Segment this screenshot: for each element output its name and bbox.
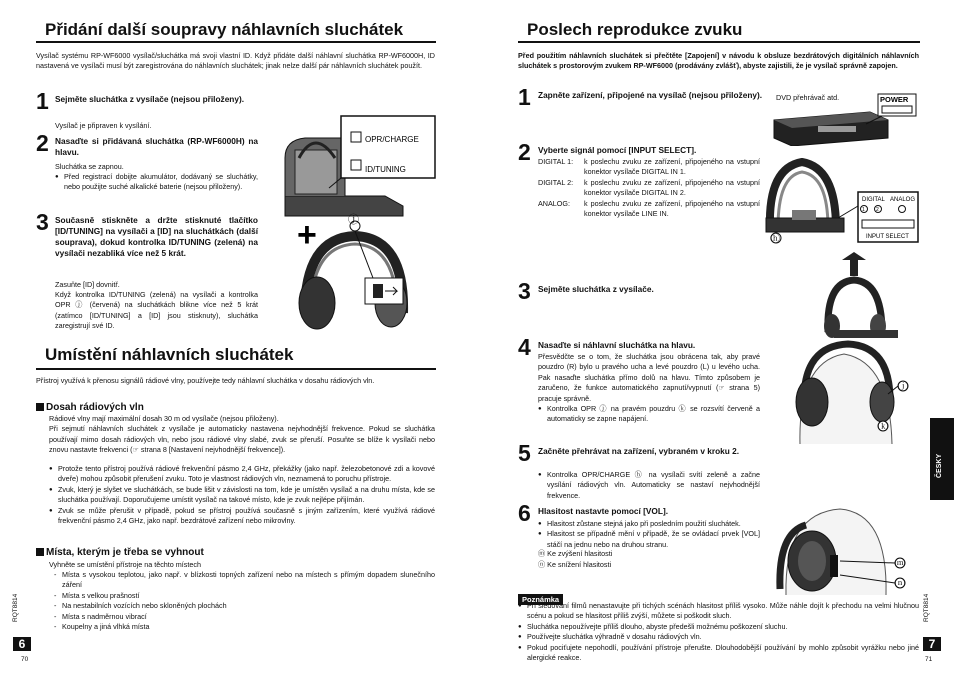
input-select-figure: [762, 148, 922, 248]
step3-note1: Zasuňte [ID] dovnitř.: [55, 280, 120, 289]
avoid-item: - Koupelny a jiná vlhká místa: [49, 622, 435, 632]
title-rule-2: [36, 368, 436, 370]
step1-title-right: Zapněte zařízení, připojené na vysílač (nejsou přiloženy).: [538, 90, 763, 100]
step2-title: Nasaďte si přidávaná sluchátka (RP-WF6000H) na hlavu.: [55, 136, 258, 157]
analog-label: ANALOG: [890, 197, 916, 203]
j-marker-right: ⓙ: [898, 382, 908, 393]
avoid-item: - Místa s velkou prašností: [49, 591, 435, 601]
step6-bullet: ● Hlasitost se případně mění v případě, že se ovládací prvek [VOL] stáčí na jednu nebo na druhou stranu.: [538, 529, 760, 550]
input-select-button: [862, 220, 914, 228]
input-list: [538, 157, 760, 219]
section-title-playback: Poslech reprodukce zvuku: [527, 20, 743, 39]
page-number-box-right: 7: [923, 637, 941, 651]
avoid-intro: Vyhněte se umístění přístroje na těchto místech: [49, 560, 201, 569]
note-item: ● Pokud pociťujete nepohodlí, používání přístroje přerušte. Dlouhodobější používání by mohlo způsobit vyrážku nebo jiné alergické reakce.: [518, 643, 919, 664]
dvd-label: DVD přehrávač atd.: [776, 93, 840, 102]
page-number-box-left: 6: [13, 637, 31, 651]
step-number-4-right: 4: [518, 334, 531, 360]
step6-title-right: Hlasitost nastavte pomocí [VOL].: [538, 506, 669, 516]
j-marker: ⓙ: [348, 214, 359, 226]
step4-text: Přesvědčte se o tom, že sluchátka jsou obrácena tak, aby pravé pouzdro (R) bylo u pravého ucha a levé pouzdro (L) u levého ucha. Pak nasaďte sluchátka přímo dolů na hlavu. Tímto způsobem je zaručeno, že funkce automatického zapnutí/vypnutí (☞ strana 5) pracuje správně.: [538, 352, 760, 403]
avoid-item: - Místa s nadměrnou vibrací: [49, 612, 435, 622]
step5-bullet: ● Kontrolka OPR/CHARGE ⓗ na vysílači svítí zeleně a začne vysílání rádiových vln. Automaticky se nastaví nejvhodnější frekvence.: [538, 470, 760, 501]
range-bullet: ● Protože tento přístroj používá rádiové frekvenční pásmo 2,4 GHz, překážky (jako např. železobetonové zdi a kovové dveře) mohou způsobit přerušení zvuku. Toto je vlastnost rádiových vln, neznamená to poruchu přístroje.: [49, 464, 435, 485]
subheading-range: Dosah rádiových vln: [36, 402, 144, 413]
step3-note2: Když kontrolka ID/TUNING (zelená) na vysílači a kontrolka OPR ⓙ (červená) na sluchátkách blikne více než 5 krát (zatímco [ID/TUNING] a [ID] jsou stisknuty), sluchátka zaregistrují své ID.: [55, 290, 258, 331]
input-row: ANALOG: k poslechu zvuku ze zařízení, připojeného na vstupní konektor vysílače LINE IN.: [538, 198, 760, 219]
page-index-left: 70: [21, 656, 29, 663]
avoid-item: - Na nestabilních vozících nebo skloněných plochách: [49, 601, 435, 611]
note-item: ● Používejte sluchátka výhradně v dosahu rádiových vln.: [518, 632, 919, 642]
step-number-3: 3: [36, 209, 49, 235]
step6-bullets: [538, 519, 760, 550]
id-tuning-label: ID/TUNING: [365, 165, 406, 174]
step-number-1: 1: [36, 88, 49, 114]
plus-icon: +: [297, 216, 317, 254]
power-label: POWER: [880, 95, 909, 104]
note-heading: Poznámka: [518, 589, 563, 607]
step6-bullet: ● Hlasitost zůstane stejná jako při posledním použití sluchátek.: [538, 519, 760, 529]
range-bullets: [49, 464, 435, 526]
playback-intro: Před použitím náhlavních sluchátek si přečtěte [Zapojení] v návodu k obsluze bezdrátových digitálních náhlavních sluchátek s prostorovým zvukem RP-WF6000 (prodávány zvlášť), abyste zajistili, že je vysílač správně zapojen.: [518, 51, 919, 71]
step4-bullets: [538, 404, 760, 425]
step3-title-right: Sejměte sluchátka z vysílače.: [538, 284, 654, 294]
step-number-6-right: 6: [518, 500, 531, 526]
volume-up-note: ⓜ Ke zvýšení hlasitosti: [538, 549, 613, 558]
step2-bullet: ● Před registrací dobijte akumulátor, dodávaný se sluchátky, nebo použijte suché alkalické baterie (nejsou přiloženy).: [55, 172, 258, 193]
lift-headphones-figure: [820, 252, 902, 338]
step4-title-right: Nasaďte si náhlavní sluchátka na hlavu.: [538, 340, 696, 350]
step5-bullets: [538, 470, 760, 501]
step4-bullet: ● Kontrolka OPR ⓙ na pravém pouzdru ⓚ se rozsvítí červeně a automaticky se zapne napájení.: [538, 404, 760, 425]
step5-title-right: Začněte přehrávat na zařízení, vybraném v kroku 2.: [538, 446, 740, 456]
step-number-2: 2: [36, 130, 49, 156]
step2-note: Sluchátka se zapnou.: [55, 162, 124, 171]
note-list: [518, 601, 919, 663]
step1-note: Vysílač je připraven k vysílání.: [55, 121, 152, 130]
volume-down-note: ⓝ Ke snížení hlasitosti: [538, 560, 612, 569]
step-number-2-right: 2: [518, 139, 531, 165]
doc-code-right: RQT8814: [923, 593, 930, 622]
input-row: DIGITAL 2: k poslechu zvuku ze zařízení, připojeného na vstupní konektor vysílače DIGITAL IN 2.: [538, 177, 760, 198]
note-item: ● Při sledování filmů nenastavujte při tichých scénách hlasitost příliš vysoko. Může náhle dojít k přechodu na velmi hlučnou scénu a pokud se hlasitost příliš zvýší, můžete si poškodit sluch.: [518, 601, 919, 622]
k-marker: ⓚ: [878, 422, 888, 433]
step-number-3-right: 3: [518, 278, 531, 304]
range-text: Rádiové vlny mají maximální dosah 30 m od vysílače (nejsou přiloženy). Při sejmutí náhlavních sluchátek z vysílače je automaticky nastavena nejvhodnější frekvence. Pokud se sluchátka používají mimo dosah rádiových vln, nebo jsou rádiové vlny slabé, zvuk se přeruší. Posuňte se blíže k vysílači nebo znovu nastavte frekvenci (☞ strana 8 [Nastavení nejvhodnější frekvence]).: [49, 414, 435, 455]
digital-label: DIGITAL: [862, 197, 885, 203]
step-number-1-right: 1: [518, 84, 531, 110]
subheading-avoid: Místa, kterým je třeba se vyhnout: [36, 547, 204, 558]
note-item: ● Sluchátka nepoužívejte příliš dlouho, abyste předešli možnému poškození sluchu.: [518, 622, 919, 632]
step3-title: Současně stiskněte a držte stisknuté tlačítko [ID/TUNING] na vysílači a [ID] na sluchátkách (další souprava), dokud kontrolka ID/TUNING (zelená) na vysílači nezabliká více než 5 krát.: [55, 215, 258, 258]
section-title-adding: Přidání další soupravy náhlavních sluchátek: [45, 20, 404, 39]
range-bullet: ● Zvuk, který je slyšet ve sluchátkách, se bude lišit v závislosti na tom, kde je umístěn vysílač a na druhu místa, kde se sluchátka používají. Doporučujeme umístit vysílač na takové místo, kde je zvuk nejlépe přijímán.: [49, 485, 435, 506]
wearing-headphones-figure: [770, 340, 920, 448]
power-button: [882, 106, 912, 113]
opr-charge-label: OPR/CHARGE: [365, 135, 419, 144]
step2-title-right: Vyberte signál pomocí [INPUT SELECT].: [538, 145, 697, 155]
step-number-5-right: 5: [518, 440, 531, 466]
section-title-placement: Umístění náhlavních sluchátek: [45, 345, 294, 364]
title-rule-right: [518, 41, 920, 43]
page-index-right: 71: [925, 656, 933, 663]
language-tab: ČESKY: [930, 418, 954, 500]
digital-2-label: 2: [876, 207, 879, 213]
digital-1-label: 1: [862, 207, 865, 213]
intro-text: Vysílač systému RP-WF6000 vysílač/sluchátka má svoji vlastní ID. Když přidáte další náhlavní sluchátka RP-WF6000H, ID nastavená ve vysílači musí být zaregistrována do náhlavních sluchátek; jinak nelze další pár náhlavních sluchátek použít.: [36, 51, 435, 71]
range-bullet: ● Zvuk se může přerušit v případě, pokud se přístroj používá současně s jiným zařízením, které využívá rádiové frekvenční pásmo 2,4 GHz, jako např. bezdrátové zařízení nebo mikrovlny.: [49, 506, 435, 527]
step2-bullets: [55, 172, 258, 193]
n-marker: ⓝ: [895, 579, 905, 590]
up-arrow-icon: [842, 252, 866, 276]
input-select-label: INPUT SELECT: [866, 234, 909, 240]
dvd-player-figure: [770, 90, 920, 146]
title-rule: [36, 41, 436, 43]
avoid-item: - Místa s vysokou teplotou, jako např. v blízkosti topných zařízení nebo na místech s přímým dopadem slunečního záření: [49, 570, 435, 591]
doc-code-left: RQT8814: [12, 593, 19, 622]
transmitter-headphone-figure: [265, 88, 437, 333]
step1-title: Sejměte sluchátka z vysílače (nejsou přiloženy).: [55, 94, 245, 104]
volume-figure: [766, 505, 916, 597]
h-marker: ⓗ: [770, 234, 780, 245]
m-marker: ⓜ: [895, 559, 905, 570]
input-row: DIGITAL 1: k poslechu zvuku ze zařízení, připojeného na vstupní konektor vysílače DIGITAL IN 1.: [538, 157, 760, 177]
avoid-list: [49, 570, 435, 632]
placement-intro: Přístroj využívá k přenosu signálů rádiové vlny, používejte tedy náhlavní sluchátka v dosahu rádiových vln.: [36, 376, 375, 385]
